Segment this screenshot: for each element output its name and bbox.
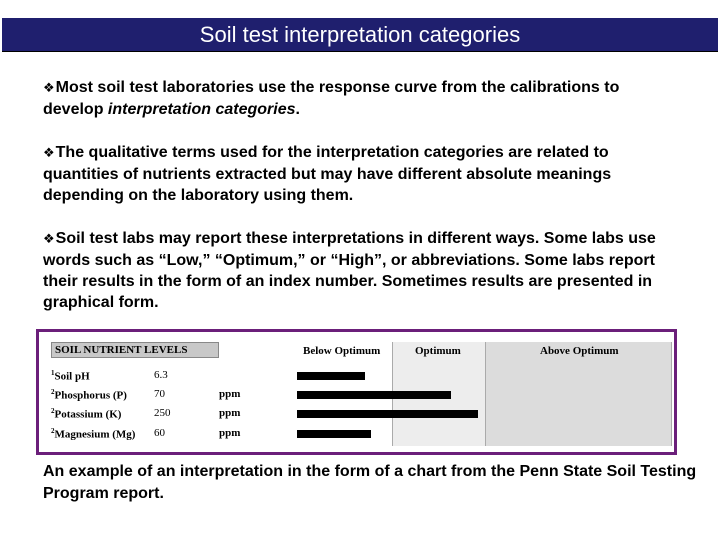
- nutrient-value: 250: [154, 407, 171, 419]
- nutrient-value: 70: [154, 388, 165, 400]
- nutrient-value: 6.3: [154, 369, 168, 381]
- nutrient-row: [47, 388, 674, 406]
- nutrient-row: [47, 407, 674, 425]
- bullet-1-italic: interpretation categories: [107, 101, 296, 118]
- nutrient-level-bar: [297, 410, 478, 418]
- diamond-bullet-icon: ❖: [43, 81, 55, 96]
- nutrient-name: $^1$Soil pH: [51, 369, 90, 383]
- zone-label-optimum: Optimum: [415, 345, 461, 357]
- nutrient-unit: ppm: [219, 388, 241, 400]
- zone-label-below: Below Optimum: [303, 345, 381, 357]
- example-report-figure: [36, 329, 677, 455]
- nutrient-row: [47, 369, 674, 387]
- nutrient-level-bar: [297, 391, 451, 399]
- diamond-bullet-icon: ❖: [43, 146, 55, 161]
- nutrient-levels-header: SOIL NUTRIENT LEVELS: [51, 342, 219, 358]
- nutrient-name: $^2$Potassium (K): [51, 407, 122, 421]
- slide-title: Soil test interpretation categories: [2, 18, 718, 52]
- nutrient-name: $^2$Phosphorus (P): [51, 388, 127, 402]
- nutrient-level-bar: [297, 430, 371, 438]
- bullet-list: [43, 77, 683, 335]
- bullet-1-text: Most soil test laboratories use the response curve from the calibrations to develop: [43, 79, 620, 118]
- nutrient-row: [47, 427, 674, 445]
- nutrient-unit: ppm: [219, 427, 241, 439]
- nutrient-value: 60: [154, 427, 165, 439]
- soil-nutrient-report: [47, 342, 674, 446]
- bullet-2-text: The qualitative terms used for the interpretation categories are related to quantities of nutrients extracted but may have different absolute meanings depending on the laboratory using them.: [43, 144, 612, 204]
- bullet-3: [43, 228, 683, 313]
- nutrient-unit: ppm: [219, 407, 241, 419]
- bullet-3-text: Soil test labs may report these interpretations in different ways. Some labs use words such as “Low,” “Optimum,” or “High”, or abbreviations. Some labs report their results in the form of an index number. Sometimes results are presented in graphical form.: [43, 230, 656, 311]
- bullet-1-end: .: [295, 101, 300, 118]
- bullet-2: [43, 142, 683, 206]
- nutrient-level-bar: [297, 372, 365, 380]
- zone-label-above: Above Optimum: [540, 345, 619, 357]
- figure-caption: An example of an interpretation in the form of a chart from the Penn State Soil Testing Program report.: [43, 463, 697, 502]
- diamond-bullet-icon: ❖: [43, 232, 55, 247]
- bullet-1: [43, 77, 683, 120]
- nutrient-name: $^2$Magnesium (Mg): [51, 427, 136, 441]
